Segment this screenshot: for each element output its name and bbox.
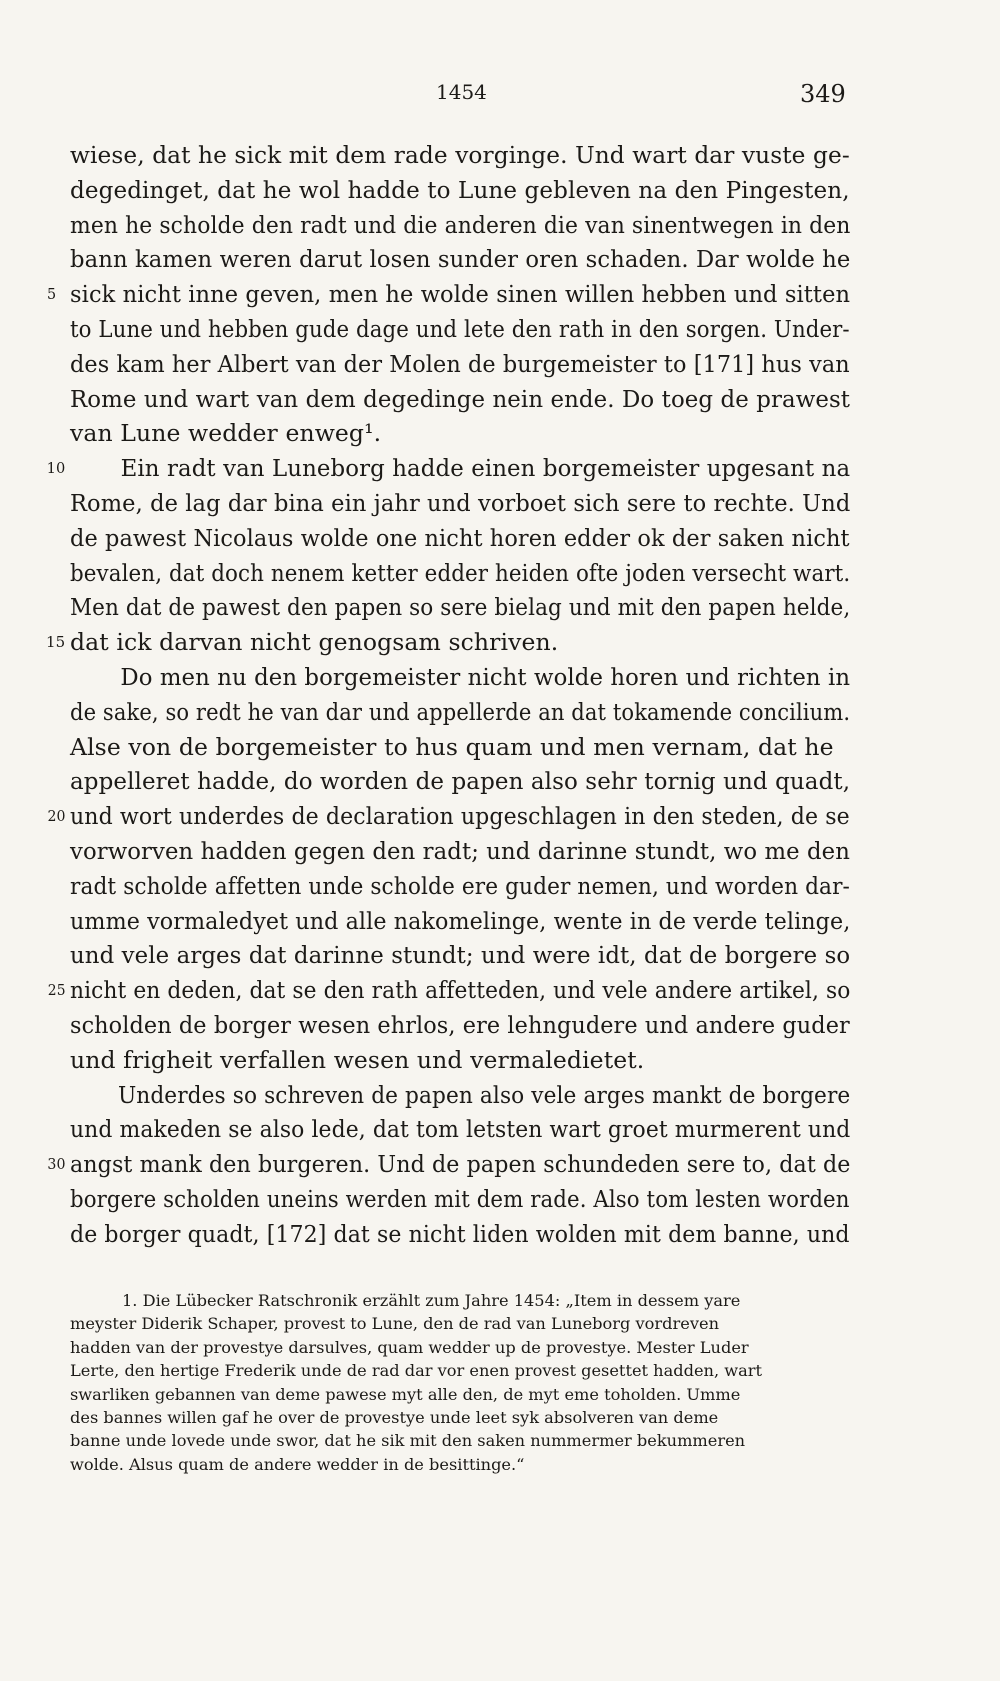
line-text: Alse von de borgemeister to hus quam und men vernam, dat he (70, 732, 834, 761)
line-text: Underdes so schreven de papen also vele arges mankt de borgere (117, 1080, 851, 1109)
text-line (70, 938, 851, 973)
line-text: dat ick darvan nicht genogsam schriven. (70, 628, 559, 657)
text-line (70, 1043, 850, 1078)
text-line (70, 1112, 851, 1147)
text-line (70, 382, 851, 417)
text-line (70, 660, 851, 695)
text-line (70, 1182, 850, 1217)
line-text: angst mank den burgeren. Und de papen schundeden sere to, dat de (70, 1150, 851, 1179)
line-text: des kam her Albert van der Molen de burgemeister to [171] hus van (70, 349, 850, 378)
line-text: vorworven hadden gegen den radt; und darinne stundt, wo me den (70, 836, 850, 865)
line-text: Men dat de pawest den papen so sere bielag und mit den papen helde, (70, 593, 851, 622)
text-line (70, 242, 851, 277)
line-text: to Lune und hebben gude dage und lete den rath in den sorgen. Under- (70, 314, 850, 343)
footnote-line: des bannes willen gaf he over de provestye unde leet syk absolveren van deme (70, 1407, 719, 1427)
line-number: 15 (46, 633, 66, 652)
text-line (70, 208, 851, 243)
footnote-line: banne unde lovede unde swor, dat he sik mit den saken nummermer bekummeren (70, 1431, 746, 1451)
line-number: 20 (47, 807, 66, 826)
text-line (47, 277, 851, 312)
page-number: 349 (800, 80, 846, 108)
text-line (70, 416, 850, 451)
footnote-line: Lerte, den hertige Frederik unde de rad dar vor enen provest gesettet hadden, wart (70, 1361, 763, 1381)
text-line (70, 590, 851, 625)
text-line (70, 521, 850, 556)
line-text: Do men nu den borgemeister nicht wolde horen und richten in (120, 662, 851, 691)
main-text (46, 138, 851, 1252)
footnote-line: 1. Die Lübecker Ratschronik erzählt zum Jahre 1454: „Item in dessem yare (122, 1291, 741, 1310)
text-line (70, 834, 850, 869)
line-text: scholden de borger wesen ehrlos, ere lehngudere und andere guder (70, 1010, 850, 1039)
line-text: bann kamen weren darut losen sunder oren schaden. Dar wolde he (70, 245, 851, 274)
running-head (0, 80, 1000, 110)
line-text: degedinget, dat he wol hadde to Lune gebleven na den Pingesten, (70, 175, 850, 204)
text-line (47, 973, 851, 1008)
text-line (47, 799, 850, 834)
text-line (47, 1147, 851, 1182)
line-number: 10 (46, 459, 66, 478)
text-line (70, 1217, 850, 1252)
text-line (46, 625, 850, 660)
text-line (70, 173, 850, 208)
text-line (70, 904, 851, 939)
line-text: van Lune wedder enweg¹. (70, 419, 382, 448)
line-text: men he scholde den radt und die anderen die van sinentwegen in den (70, 210, 851, 239)
line-text: radt scholde affetten unde scholde ere guder nemen, und worden dar- (70, 871, 850, 900)
line-text: Rome und wart van dem degedinge nein ende. Do toeg de prawest (70, 384, 851, 413)
line-text: bevalen, dat doch nenem ketter edder heiden ofte joden versecht wart. (70, 558, 851, 587)
line-text: nicht en deden, dat se den rath affetteden, und vele andere artikel, so (70, 976, 851, 1005)
line-text: und makeden se also lede, dat tom letsten wart groet murmerent und (70, 1115, 851, 1144)
text-line (70, 764, 851, 799)
line-text: Ein radt van Luneborg hadde einen borgemeister upgesant na (120, 454, 851, 483)
text-line (70, 347, 850, 382)
text-line (70, 312, 850, 347)
footnote-line: wolde. Alsus quam de andere wedder in de besittinge.“ (70, 1454, 525, 1474)
line-text: de sake, so redt he van dar und appellerde an dat tokamende concilium. (70, 697, 851, 726)
line-text: und frigheit verfallen wesen und vermaledietet. (70, 1045, 645, 1074)
line-text: Rome, de lag dar bina ein jahr und vorboet sich sere to rechte. Und (70, 488, 851, 517)
footnote-line: meyster Diderik Schaper, provest to Lune, den de rad van Luneborg vordreven (70, 1314, 719, 1334)
text-line (70, 1008, 850, 1043)
line-text: und vele arges dat darinne stundt; und were idt, dat de borgere so (70, 941, 851, 970)
line-number: 30 (47, 1155, 66, 1174)
line-text: de borger quadt, [172] dat se nicht liden wolden mit dem banne, und (70, 1219, 850, 1248)
line-text: appelleret hadde, do worden de papen also sehr tornig und quadt, (70, 767, 851, 796)
text-line (70, 730, 850, 765)
line-text: wiese, dat he sick mit dem rade vorginge. Und wart dar vuste ge- (70, 141, 850, 169)
text-line (70, 695, 851, 730)
line-text: de pawest Nicolaus wolde one nicht horen edder ok der saken nicht (70, 523, 850, 552)
line-number: 5 (47, 285, 57, 304)
line-text: borgere scholden uneins werden mit dem rade. Also tom lesten worden (70, 1184, 850, 1213)
footnote-line: swarliken gebannen van deme pawese myt alle den, de myt eme toholden. Umme (70, 1384, 741, 1404)
text-line (70, 138, 850, 173)
text-line (46, 451, 851, 486)
footnote (70, 1289, 850, 1476)
footnote-line: hadden van der provestye darsulves, quam wedder up de provestye. Mester Luder (70, 1337, 749, 1357)
text-line (70, 1078, 851, 1113)
line-text: und wort underdes de declaration upgeschlagen in den steden, de se (70, 802, 850, 831)
line-text: umme vormaledyet und alle nakomelinge, wente in de verde telinge, (70, 906, 851, 935)
text-line (70, 869, 850, 904)
text-line (70, 556, 851, 591)
line-number: 25 (47, 981, 66, 1000)
running-head-year: 1454 (436, 80, 487, 104)
text-line (70, 486, 851, 521)
line-text: sick nicht inne geven, men he wolde sinen willen hebben und sitten (70, 280, 851, 309)
